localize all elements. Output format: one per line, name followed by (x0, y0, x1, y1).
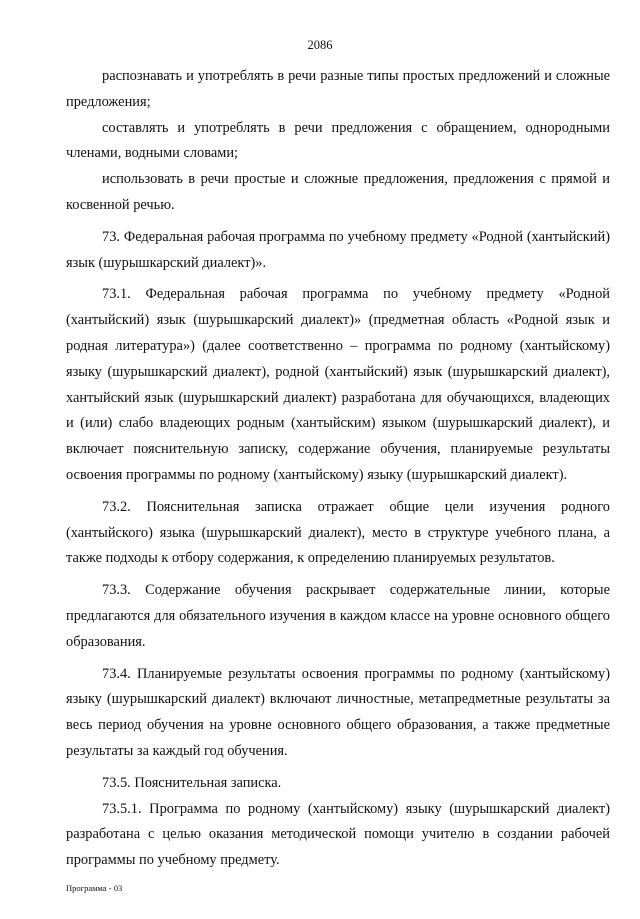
section-heading-73: 73. Федеральная рабочая программа по учебному предмету «Родной (хантыйский) язык (шурышкарский диалект)». (66, 228, 610, 271)
paragraph-73-2: 73.2. Пояснительная записка отражает общие цели изучения родного (хантыйского) языка (шурышкарский диалект), место в структуре учебного плана, а также подходы к отбору содержания, к определению планируемых результатов. (66, 498, 610, 567)
paragraph-73-5: 73.5. Пояснительная записка. (102, 774, 282, 791)
paragraph-73-4: 73.4. Планируемые результаты освоения программы по родному (хантыйскому) языку (шурышкарский диалект) включают личностные, метапредметные результаты за весь период обучения на уровне основного общего образования, а также предметные результаты за каждый год обучения. (66, 665, 610, 759)
paragraph: использовать в речи простые и сложные предложения, предложения с прямой и косвенной речью. (66, 171, 610, 213)
page-number: 2086 (307, 38, 333, 52)
paragraph-73-5-1: 73.5.1. Программа по родному (хантыйскому) языку (шурышкарский диалект) разработана с целью оказания методической помощи учителю в создании рабочей программы по учебному предмету. (66, 800, 610, 869)
document-body (66, 64, 610, 874)
paragraph-73-3: 73.3. Содержание обучения раскрывает содержательные линии, которые предлагаются для обязательного изучения в каждом классе на уровне основного общего образования. (66, 582, 610, 650)
paragraph-73-1: 73.1. Федеральная рабочая программа по учебному предмету «Родной (хантыйский) язык (шурышкарский диалект)» (предметная область «Родной язык и родная литература») (далее соответственно – программа по родному (хантыйскому) языку (шурышкарский диалект), родной (хантыйский) язык (шурышкарский диалект), хантыйский язык (шурышкарский диалект) разработана для обучающихся, владеющих и (или) слабо владеющих родным (хантыйским) языком (шурышкарский диалект), и включает пояснительную записку, содержание обучения, планируемые результаты освоения программы по родному (хантыйскому) языку (шурышкарский диалект). (66, 286, 610, 483)
paragraph: распознавать и употреблять в речи разные типы простых предложений и сложные предложения; (66, 68, 610, 110)
paragraph: составлять и употреблять в речи предложения с обращением, однородными членами, водными словами; (66, 119, 610, 162)
page-footer: Программа - 03 (66, 883, 123, 893)
